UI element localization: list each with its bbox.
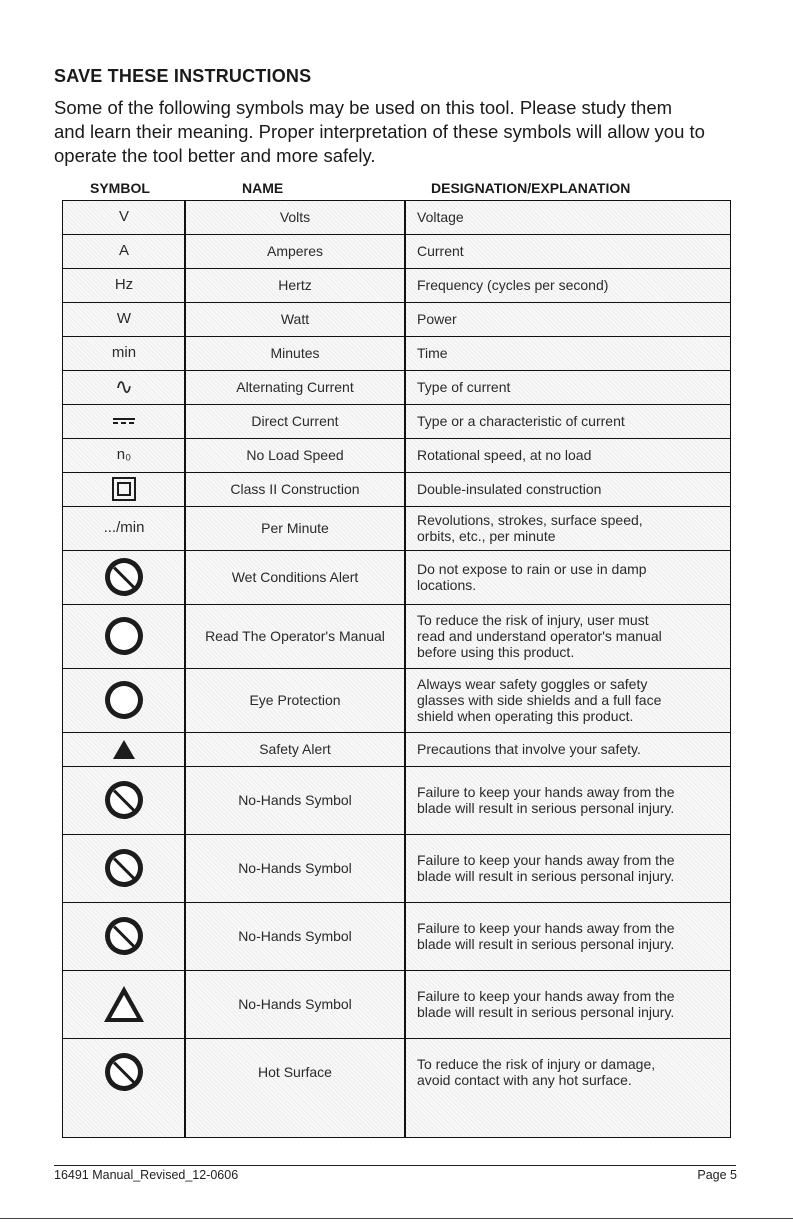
column-header-symbol: SYMBOL	[90, 180, 150, 196]
no-hands-icon	[105, 781, 143, 819]
description-line: To reduce the risk of injury, user must	[417, 612, 649, 629]
description-cell	[417, 439, 729, 472]
description-line: Failure to keep your hands away from the	[417, 852, 675, 869]
table-row	[63, 669, 730, 733]
footer-document-id: 16491 Manual_Revised_12-0606	[54, 1168, 239, 1182]
safety-alert-icon	[113, 740, 135, 759]
name-cell: Amperes	[266, 243, 324, 260]
table-row	[63, 733, 730, 767]
direct-current-icon	[113, 418, 135, 424]
description-cell	[417, 235, 729, 268]
table-row	[63, 405, 730, 439]
description-cell	[417, 669, 729, 732]
table-row	[63, 473, 730, 507]
description-line: Type or a characteristic of current	[417, 413, 625, 430]
symbol-cell	[63, 767, 185, 834]
symbol-cell	[63, 903, 185, 970]
description-cell	[417, 337, 729, 370]
name-cell: Per Minute	[261, 520, 329, 537]
table-row	[63, 1039, 730, 1107]
symbol-text: n₀	[116, 446, 132, 464]
table-row	[63, 767, 730, 835]
description-line: avoid contact with any hot surface.	[417, 1072, 632, 1089]
description-line: blade will result in serious personal injury.	[417, 800, 675, 817]
symbol-cell	[63, 201, 185, 234]
description-cell	[417, 903, 729, 970]
symbol-cell	[63, 551, 185, 604]
symbol-cell	[63, 235, 185, 268]
description-line: Type of current	[417, 379, 511, 396]
name-cell: Class II Construction	[230, 481, 360, 498]
footer-page-number: Page 5	[697, 1168, 737, 1182]
name-cell: Read The Operator's Manual	[205, 628, 385, 645]
symbol-table	[62, 200, 731, 1138]
description-line: shield when operating this product.	[417, 708, 634, 725]
name-cell: Volts	[279, 209, 311, 226]
symbol-cell	[63, 669, 185, 732]
symbol-cell	[63, 337, 185, 370]
symbol-cell	[63, 1039, 185, 1106]
description-cell	[417, 269, 729, 302]
table-row	[63, 971, 730, 1039]
description-cell	[417, 733, 729, 766]
description-line: blade will result in serious personal injury.	[417, 936, 675, 953]
wet-conditions-icon	[105, 558, 143, 596]
description-line: Current	[417, 243, 464, 260]
description-line: Voltage	[417, 209, 464, 226]
description-line: locations.	[417, 577, 477, 594]
name-cell: No-Hands Symbol	[238, 860, 352, 877]
description-line: Failure to keep your hands away from the	[417, 988, 675, 1005]
name-cell: Direct Current	[251, 413, 339, 430]
symbol-cell	[63, 971, 185, 1038]
description-line: Power	[417, 311, 457, 328]
description-cell	[417, 473, 729, 506]
description-line: blade will result in serious personal injury.	[417, 1004, 675, 1021]
table-row	[63, 371, 730, 405]
description-line: before using this product.	[417, 644, 575, 661]
description-line: Revolutions, strokes, surface speed,	[417, 512, 643, 529]
name-cell: Alternating Current	[236, 379, 354, 396]
symbol-cell	[63, 371, 185, 404]
description-line: Failure to keep your hands away from the	[417, 784, 675, 801]
description-line: Do not expose to rain or use in damp	[417, 561, 647, 578]
description-line: Rotational speed, at no load	[417, 447, 592, 464]
symbol-cell	[63, 439, 185, 472]
description-line: Time	[417, 345, 448, 362]
description-cell	[417, 405, 729, 438]
symbol-text: V	[118, 208, 129, 226]
hot-surface-icon	[105, 1053, 143, 1091]
description-line: Precautions that involve your safety.	[417, 741, 641, 758]
table-row	[63, 903, 730, 971]
symbol-cell	[63, 835, 185, 902]
description-cell	[417, 1039, 729, 1106]
symbol-cell	[63, 269, 185, 302]
name-cell: Hertz	[278, 277, 312, 294]
intro-line: operate the tool better and more safely.	[54, 145, 376, 166]
symbol-cell	[63, 405, 185, 438]
symbol-cell	[63, 473, 185, 506]
intro-paragraph	[54, 96, 774, 168]
column-header-name: NAME	[242, 180, 284, 196]
symbol-cell	[63, 303, 185, 336]
description-cell	[417, 201, 729, 234]
no-hands-warning-icon	[104, 986, 144, 1022]
description-line: To reduce the risk of injury or damage,	[417, 1056, 656, 1073]
description-line: read and understand operator's manual	[417, 628, 662, 645]
name-cell: Safety Alert	[259, 741, 331, 758]
read-manual-icon	[105, 617, 143, 655]
symbol-cell	[63, 605, 185, 668]
name-cell: No-Hands Symbol	[238, 792, 352, 809]
table-row	[63, 439, 730, 473]
description-line: glasses with side shields and a full face	[417, 692, 662, 709]
symbol-text: Hz	[114, 276, 134, 294]
description-cell	[417, 371, 729, 404]
name-cell: No-Hands Symbol	[238, 996, 352, 1013]
description-cell	[417, 835, 729, 902]
symbol-cell	[63, 733, 185, 766]
footer-rule	[54, 1165, 736, 1166]
no-hands-icon	[105, 917, 143, 955]
description-line: Always wear safety goggles or safety	[417, 676, 648, 693]
description-line: Double-insulated construction	[417, 481, 602, 498]
description-line: orbits, etc., per minute	[417, 528, 556, 545]
name-cell: Hot Surface	[258, 1064, 332, 1081]
name-cell: Wet Conditions Alert	[231, 569, 359, 586]
description-cell	[417, 767, 729, 834]
name-cell: Watt	[280, 311, 310, 328]
table-row	[63, 337, 730, 371]
description-line: Frequency (cycles per second)	[417, 277, 609, 294]
page-edge	[0, 1218, 793, 1219]
description-cell	[417, 303, 729, 336]
description-cell	[417, 551, 729, 604]
name-cell: Minutes	[270, 345, 320, 362]
description-line: Failure to keep your hands away from the	[417, 920, 675, 937]
eye-protection-icon	[105, 681, 143, 719]
description-cell	[417, 605, 729, 668]
table-row	[63, 269, 730, 303]
symbol-cell	[63, 507, 185, 550]
symbol-text: .../min	[103, 519, 145, 537]
class-ii-construction-icon	[112, 477, 136, 501]
description-line: blade will result in serious personal injury.	[417, 868, 675, 885]
section-heading: SAVE THESE INSTRUCTIONS	[54, 66, 312, 86]
table-row	[63, 605, 730, 669]
table-row	[63, 835, 730, 903]
no-hands-icon	[105, 849, 143, 887]
table-row	[63, 201, 730, 235]
column-header-designation: DESIGNATION/EXPLANATION	[431, 180, 631, 196]
name-cell: Eye Protection	[249, 692, 341, 709]
description-cell	[417, 971, 729, 1038]
table-row	[63, 551, 730, 605]
description-cell	[417, 507, 729, 550]
symbol-text: A	[118, 242, 129, 260]
table-row	[63, 235, 730, 269]
name-cell: No Load Speed	[246, 447, 344, 464]
symbol-text: min	[111, 344, 137, 362]
table-row	[63, 507, 730, 551]
intro-line: and learn their meaning. Proper interpretation of these symbols will allow you to	[54, 121, 705, 142]
alternating-current-icon: ∿	[114, 374, 134, 400]
intro-line: Some of the following symbols may be used on this tool. Please study them	[54, 97, 673, 118]
table-row	[63, 303, 730, 337]
name-cell: No-Hands Symbol	[238, 928, 352, 945]
symbol-text: W	[116, 310, 132, 328]
